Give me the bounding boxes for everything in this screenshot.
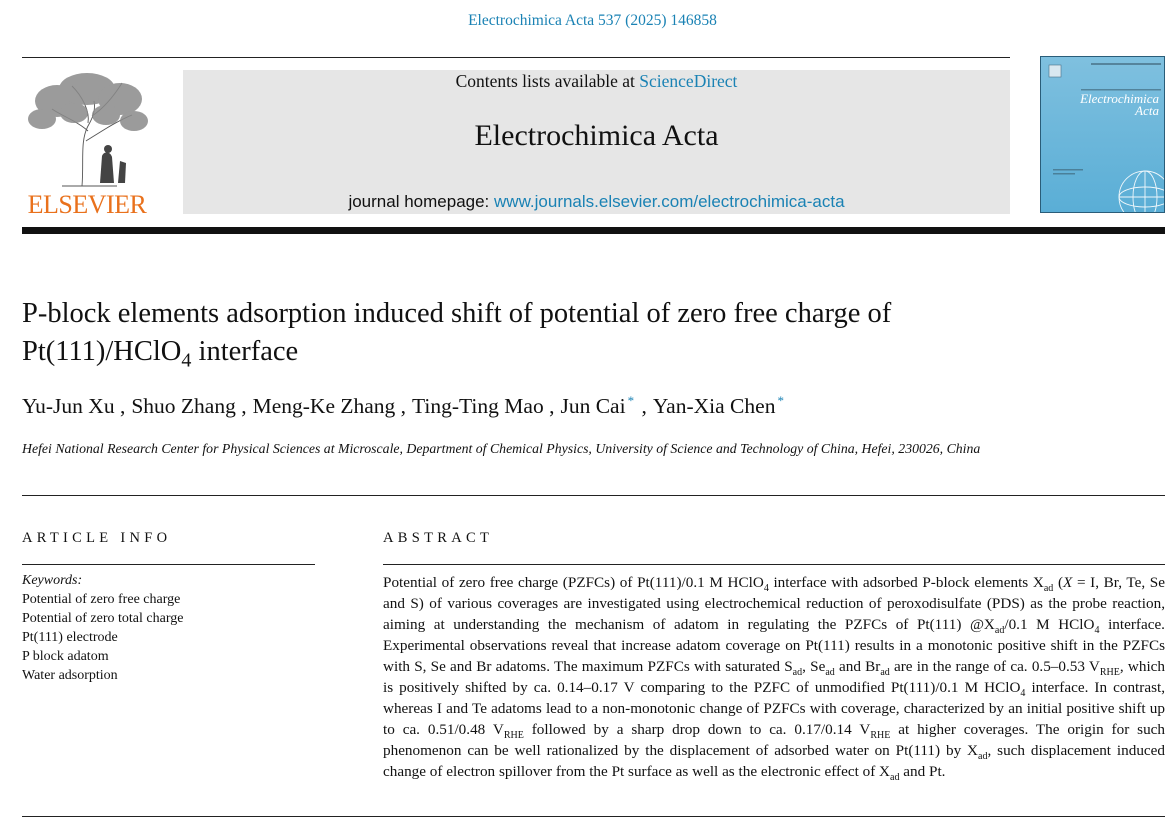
author-name[interactable]: Meng-Ke Zhang — [252, 394, 396, 419]
journal-title: Electrochimica Acta — [474, 119, 719, 152]
abstract-bottom-rule — [22, 816, 1165, 817]
article-info-heading: ARTICLE INFO — [22, 530, 172, 546]
contents-available-line — [183, 70, 1010, 92]
abstract-heading: ABSTRACT — [383, 530, 494, 546]
contents-prefix: Contents lists available at — [455, 71, 635, 91]
title-line1: P-block elements adsorption induced shift of potential of zero free charge of — [22, 298, 892, 329]
cover-journal-line1: Electrochimica — [1080, 91, 1159, 106]
cover-journal-line2: Acta — [1135, 103, 1159, 118]
keywords-label: Keywords: — [22, 573, 83, 588]
section-divider-rule — [22, 495, 1165, 496]
keywords-block — [22, 571, 312, 685]
article-title — [22, 295, 1072, 380]
author-name[interactable]: Yu-Jun Xu — [22, 394, 115, 419]
cover-journal-name — [1045, 93, 1159, 117]
keyword-item: Potential of zero free charge — [22, 592, 181, 607]
homepage-prefix: journal homepage: — [348, 192, 490, 211]
citation-text[interactable]: Electrochimica Acta 537 (2025) 146858 — [468, 12, 717, 29]
journal-cover-thumbnail[interactable] — [1040, 56, 1165, 213]
journal-masthead — [183, 70, 1010, 214]
keyword-item: Water adsorption — [22, 668, 118, 683]
keyword-item: Pt(111) electrode — [22, 630, 118, 645]
author-separator: , — [636, 394, 647, 419]
title-subscript: 4 — [181, 349, 192, 372]
keyword-item: P block adatom — [22, 649, 109, 664]
tree-logo-icon — [22, 71, 152, 189]
author-separator: , — [235, 394, 247, 419]
author-separator: , — [395, 394, 407, 419]
abstract-text: Potential of zero free charge (PZFCs) of Pt(111)/0.1 M HClO$_4$ interface with adsorbed P-block elements $X_{ad}$ (X = I, Br, Te, Se and S) of various coverages are investigated using electrochemical reduction of peroxodisulfate (PDS) as the probe reaction, aiming at understanding the mechanism of adatom in regulating the PZFCs of Pt(111) $@X_{ad}/0.1$ M HClO$_4$ interface. Experimental observations reveal that increase adatom coverage on Pt(111) results in a monotonic positive shift in the PZFCs with S, Se and Br adatoms. The maximum PZFCs with saturated $S_{ad}$, $Se_{ad}$ and $Br_{ad}$ are in the range of ca. 0.5–0.53 $V_{RHE}$, which is positively shifted by ca. 0.14–0.17 V comparing to the PZFC of unmodified Pt(111)/0.1 M HClO$_4$ interface. In contrast, whereas I and Te adatoms lead to a non-monotonic change of PZFCs with coverage, characterized by an initial positive shift up to ca. 0.51/0.48 $V_{RHE}$ followed by a sharp drop down to ca. 0.17/0.14 $V_{RHE}$ at higher coverages. The origin for such phenomenon can be well rationalized by the displacement of adsorbed water on Pt(111) by $X_{ad}$, such displacement induced change of electron spillover from the Pt surface as well as the electronic effect of $X_{ad}$ and Pt. — [383, 574, 1166, 784]
journal-citation-link[interactable] — [0, 12, 1170, 30]
article-info-rule — [22, 564, 315, 565]
corresponding-author-icon[interactable]: * — [777, 393, 784, 408]
corresponding-author-icon[interactable]: * — [627, 393, 635, 408]
author-name[interactable]: Jun Cai — [560, 394, 626, 419]
title-line2-suffix: interface — [191, 336, 299, 367]
author-separator: , — [543, 394, 555, 419]
title-line2-prefix: Pt(111)/HClO — [22, 336, 182, 367]
author-name[interactable]: Yan-Xia Chen — [652, 394, 776, 419]
header-top-rule — [22, 57, 1010, 58]
author-separator: , — [114, 394, 126, 419]
header-thick-rule — [22, 227, 1165, 234]
author-name[interactable]: Ting-Ting Mao — [412, 394, 544, 419]
author-affiliation: Hefei National Research Center for Physical Sciences at Microscale, Department of Chemical Physics, University of Science and Technology of China, Hefei, 230026, China — [22, 441, 981, 456]
elsevier-wordmark: ELSEVIER — [27, 190, 147, 219]
cover-artwork-icon — [1041, 57, 1165, 213]
journal-homepage-link[interactable]: www.journals.elsevier.com/electrochimica-acta — [494, 192, 845, 211]
author-name[interactable]: Shuo Zhang — [131, 394, 236, 419]
sciencedirect-link[interactable]: ScienceDirect — [639, 71, 738, 91]
abstract-rule — [383, 564, 1165, 565]
journal-homepage-line — [183, 192, 1010, 212]
keyword-item: Potential of zero total charge — [22, 611, 184, 626]
author-list — [22, 393, 1122, 419]
